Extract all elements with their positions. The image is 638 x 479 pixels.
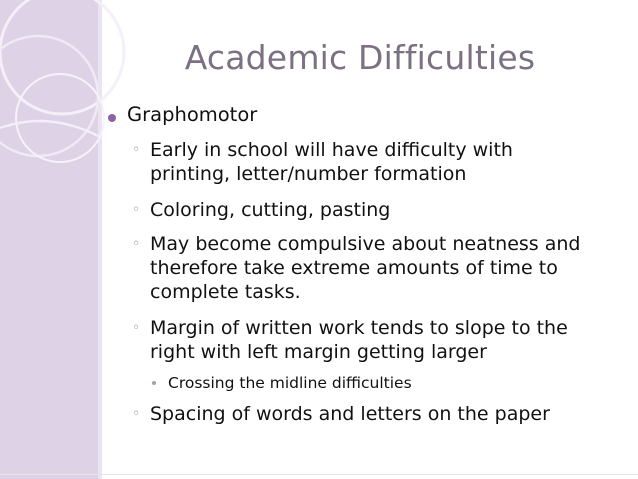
subitem-line: Spacing of words and letters on the paper — [150, 403, 550, 425]
decorative-ring-upper — [0, 0, 124, 114]
decorative-ring-middle — [0, 36, 98, 156]
subitem-line: printing, letter/number formation — [150, 163, 467, 185]
subitem-line: Coloring, cutting, pasting — [150, 199, 391, 221]
subsubitem-text: Crossing the midline difficulties — [168, 374, 412, 392]
bullet-dot-icon — [108, 114, 116, 122]
ring-bullet-icon: ◦ — [132, 142, 141, 158]
subitem-text — [150, 198, 615, 222]
bullet-graphomotor: Graphomotor — [127, 103, 258, 126]
subitem-text — [150, 138, 615, 186]
slide-title: Academic Difficulties — [184, 38, 536, 77]
ring-bullet-icon: ◦ — [132, 236, 141, 252]
subitem-line: May become compulsive about neatness and — [150, 233, 581, 255]
small-dot-bullet-icon — [152, 381, 156, 385]
subitem-line: Early in school will have difficulty with — [150, 139, 513, 161]
ring-bullet-icon: ◦ — [132, 406, 141, 422]
ring-bullet-icon: ◦ — [132, 202, 141, 218]
subitem-text — [150, 402, 615, 426]
subitem-text — [150, 316, 615, 364]
decorative-rings — [0, 0, 140, 479]
decorative-ring-inner — [16, 74, 104, 162]
subitem-text — [150, 232, 615, 304]
bottom-divider — [0, 474, 638, 475]
decorative-arc — [0, 121, 102, 138]
subitem-line: Margin of written work tends to slope to the — [150, 317, 568, 339]
subitem-line: therefore take extreme amounts of time to — [150, 257, 558, 279]
ring-bullet-icon: ◦ — [132, 320, 141, 336]
subitem-line: complete tasks. — [150, 281, 301, 303]
subitem-line: right with left margin getting larger — [150, 341, 487, 363]
